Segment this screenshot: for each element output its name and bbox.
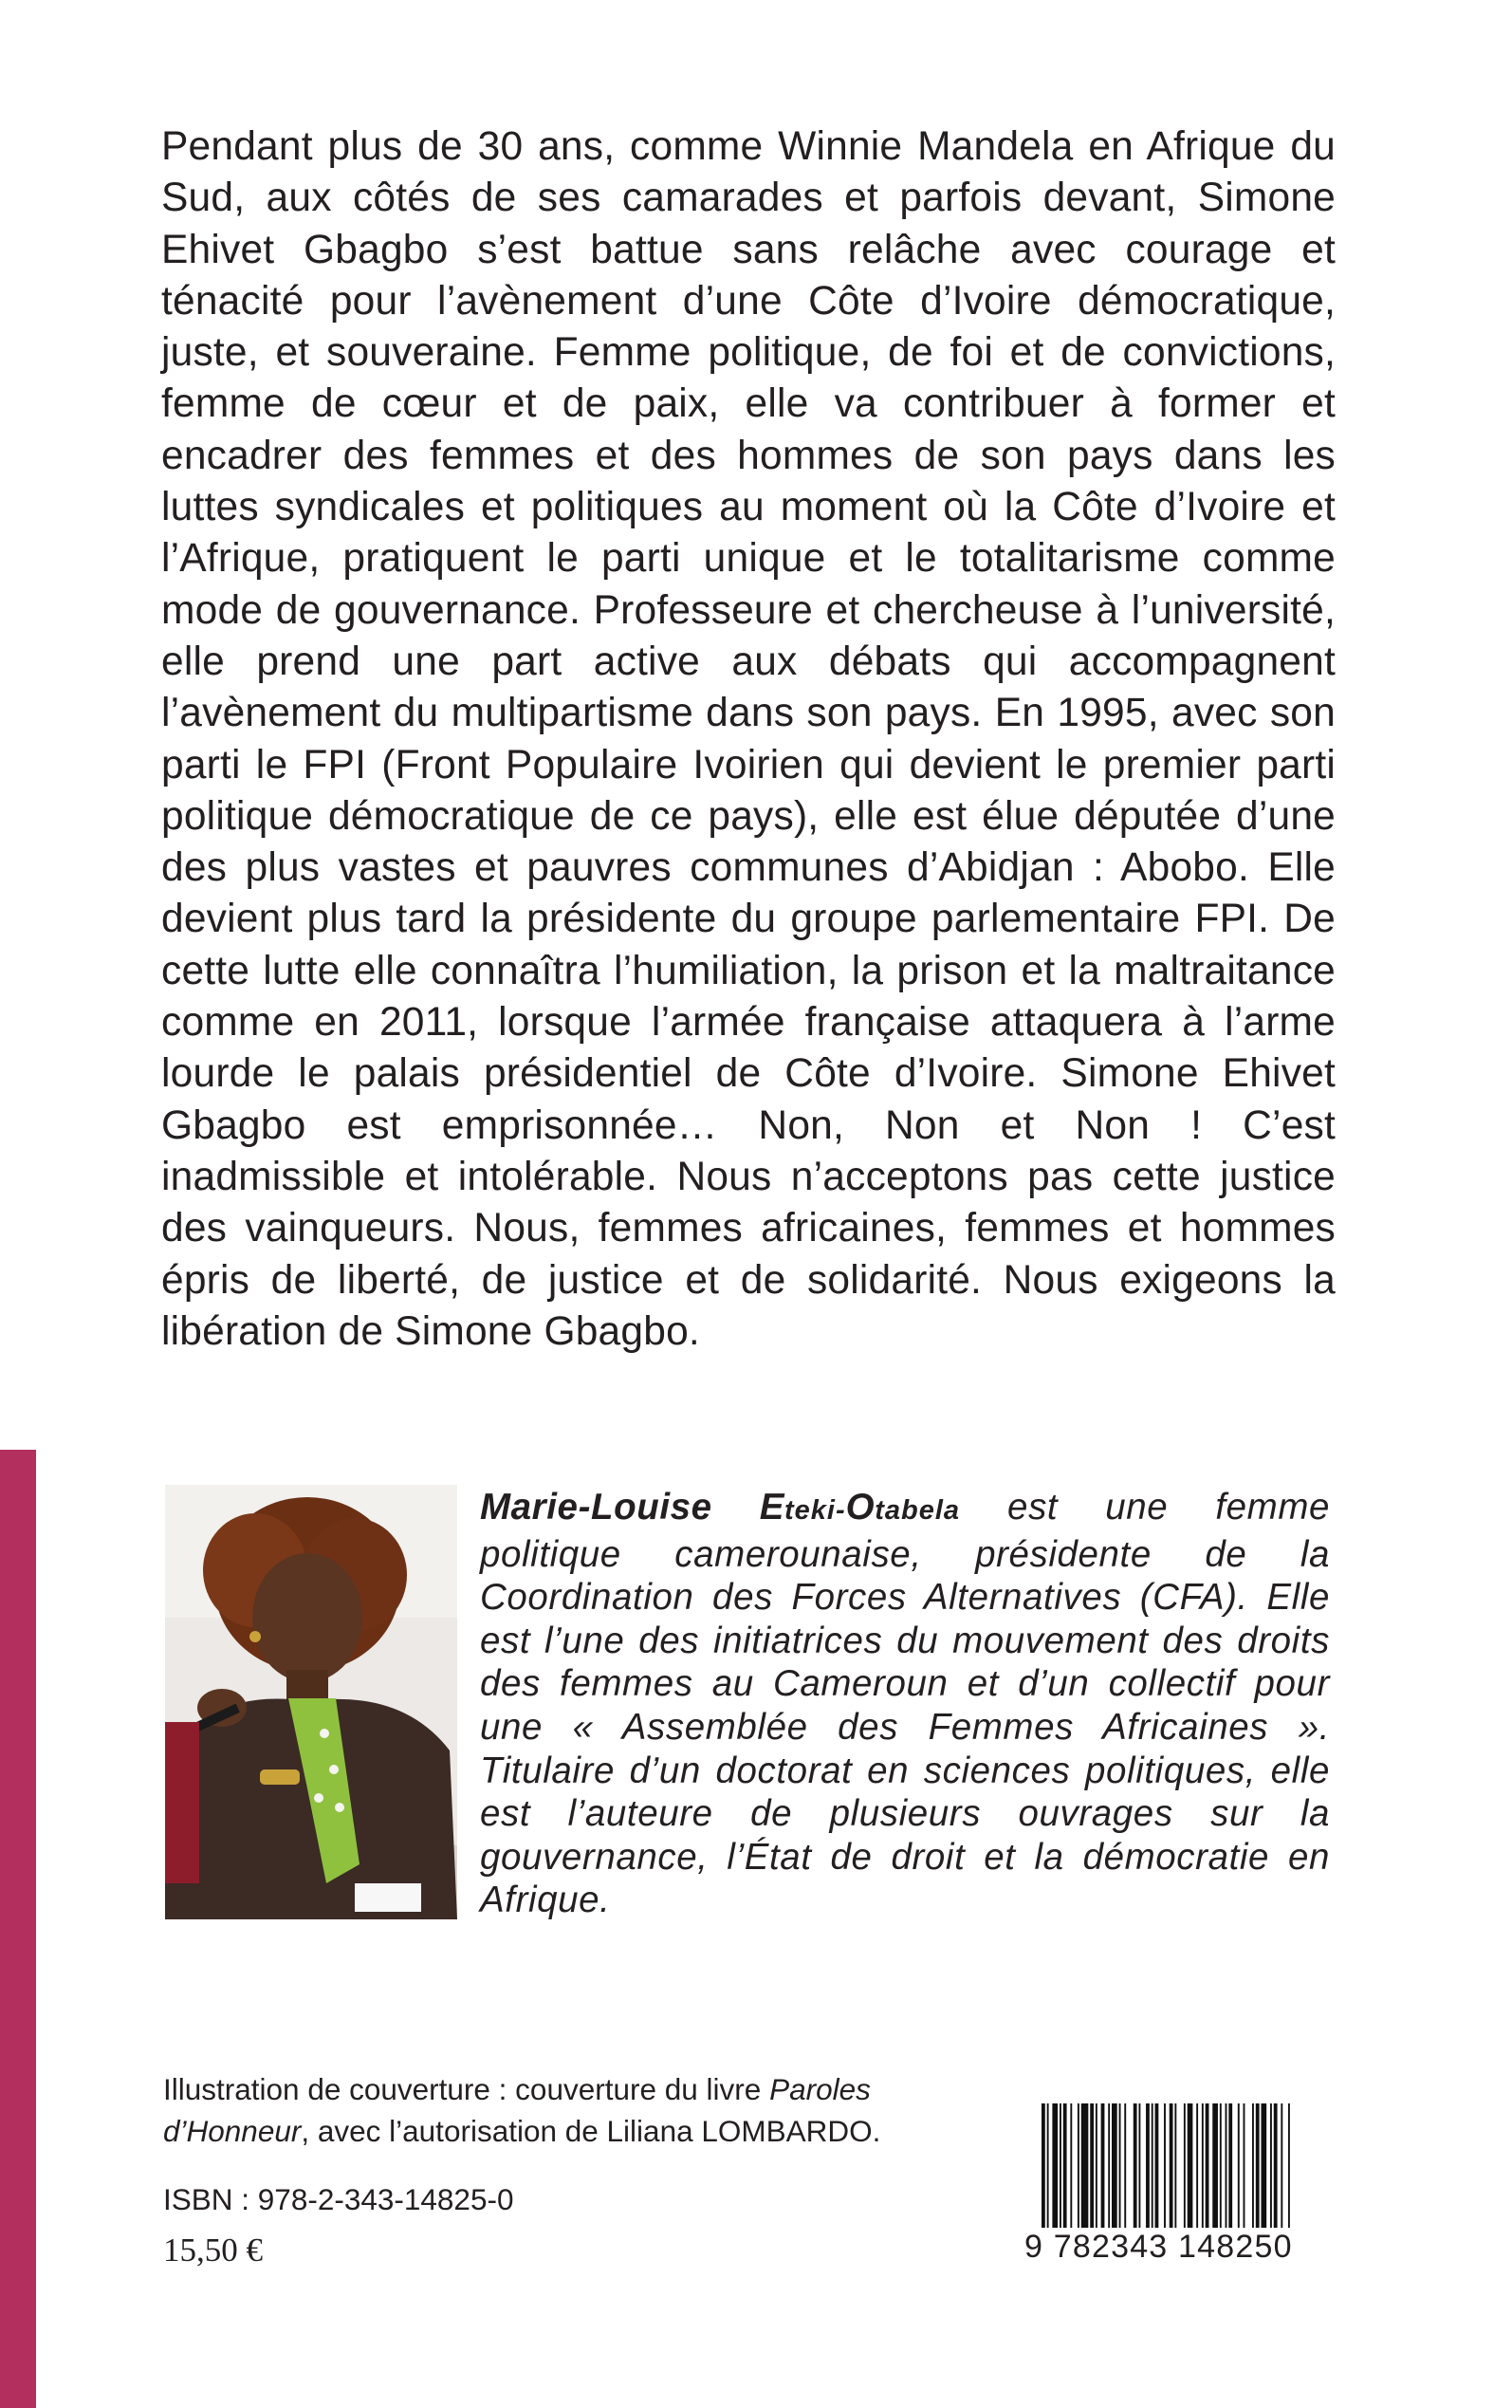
barcode-icon xyxy=(1038,2103,1322,2307)
author-last-name-rest-1: teki- xyxy=(784,1495,846,1526)
credit-suffix: , avec l’autorisation de Liliana LOMBARDO. xyxy=(301,2114,881,2148)
author-bio-text: est une femme politique camerounaise, présidente de la Coordination des Forces Alternatives (CFA). Elle est l’une des initiatrices du mouvement des droits des femmes au Cameroun et d’un collectif pour une « Assemblée des Femmes Africaines ». Titulaire d’un doctorat en sciences politiques, elle est l’auteure de plusieurs ouvrages sur la gouvernance, l’État de droit et la démocratie en Afrique. xyxy=(480,1487,1330,1921)
price: 15,50 € xyxy=(163,2232,263,2269)
author-portrait xyxy=(165,1485,457,1919)
author-bio xyxy=(480,1486,1330,1922)
credit-book-title: Paroles d’Honneur xyxy=(163,2072,871,2148)
author-last-name-initial-1: E xyxy=(759,1487,784,1528)
author-first-name: Marie-Louise xyxy=(480,1487,760,1528)
credit-prefix: Illustration de couverture : couverture du livre xyxy=(163,2072,770,2106)
isbn: ISBN : 978-2-343-14825-0 xyxy=(163,2182,514,2216)
author-last-name-rest-2: tabela xyxy=(875,1495,961,1526)
accent-sidebar-bar xyxy=(0,1450,36,2408)
author-last-name-initial-2: O xyxy=(845,1487,876,1528)
barcode-digits: 9 782343 148250 xyxy=(1024,2228,1330,2266)
cover-illustration-credit xyxy=(163,2068,1017,2152)
back-cover-summary: Pendant plus de 30 ans, comme Winnie Mandela en Afrique du Sud, aux côtés de ses camarades et parfois devant, Simone Ehivet Gbagbo s’est battue sans relâche avec courage et ténacité pour l’avènement d’une Côte d’Ivoire démocratique, juste, et souveraine. Femme politique, de foi et de convictions, femme de cœur et de paix, elle va contribuer à former et encadrer des femmes et des hommes de son pays dans les luttes syndicales et politiques au moment où la Côte d’Ivoire et l’Afrique, pratiquent le parti unique et le totalitarisme comme mode de gouvernance. Professeure et chercheuse à l’université, elle prend une part active aux débats qui accompagnent l’avènement du multipartisme dans son pays. En 1995, avec son parti le FPI (Front Populaire Ivoirien qui devient le premier parti politique démocratique de ce pays), elle est élue députée d’une des plus vastes et pauvres communes d’Abidjan : Abobo. Elle devient plus tard la présidente du groupe parlementaire FPI. De cette lutte elle connaîtra l’humiliation, la prison et la maltraitance comme en 2011, lorsque l’armée française attaquera à l’arme lourde le palais présidentiel de Côte d’Ivoire. Simone Ehivet Gbagbo est emprisonnée… Non, Non et Non ! C’est inadmissible et intolérable. Nous n’acceptons pas cette justice des vainqueurs. Nous, femmes africaines, femmes et hommes épris de liberté, de justice et de solidarité. Nous exigeons la libération de Simone Gbagbo. xyxy=(161,124,1336,1354)
